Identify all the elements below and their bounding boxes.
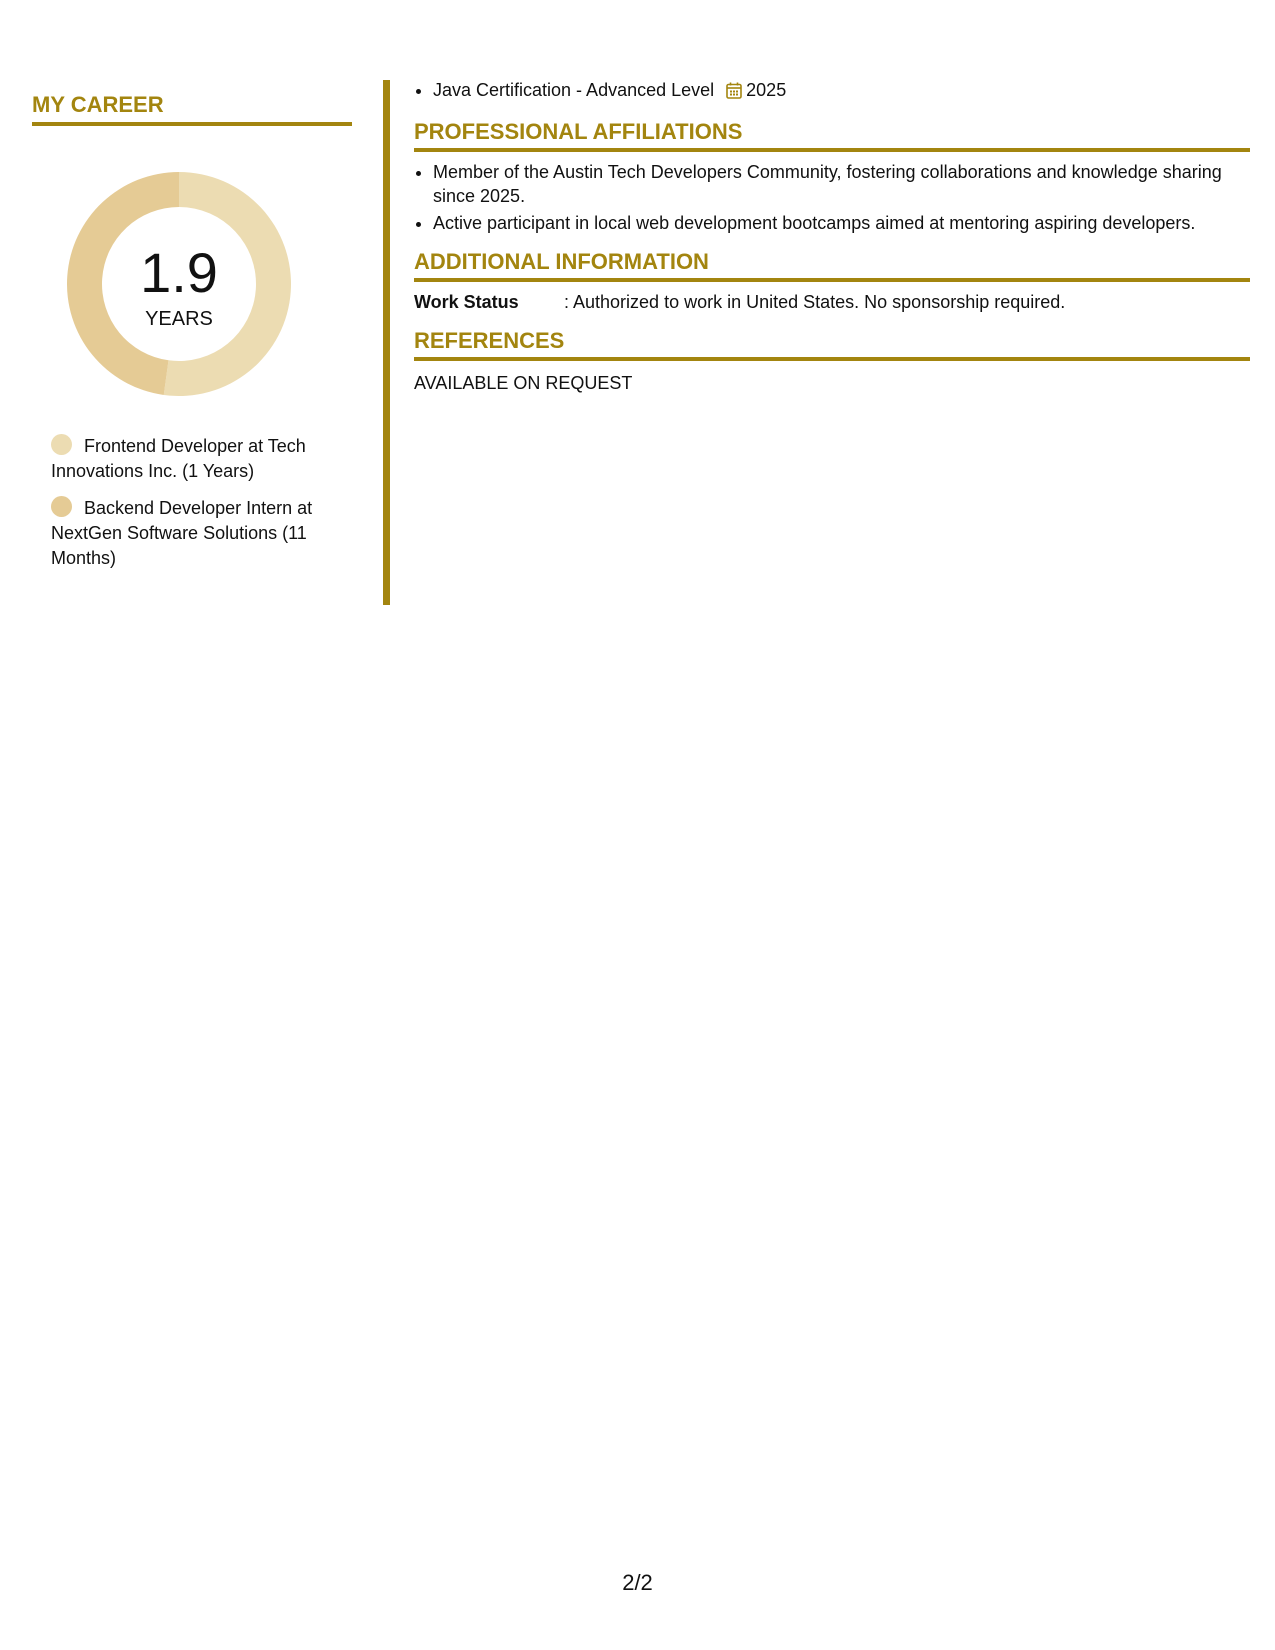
career-donut-chart <box>67 172 291 396</box>
list-item: • Active participant in local web development bootcamps aimed at mentoring aspiring developers. <box>433 211 1250 235</box>
work-status-row <box>414 290 1250 314</box>
references-heading: REFERENCES <box>414 328 1250 361</box>
career-legend <box>51 434 341 571</box>
certification-name: Java Certification - Advanced Level <box>433 80 715 100</box>
main-column <box>414 78 1250 395</box>
career-heading: MY CAREER <box>32 92 352 126</box>
work-status-value: : Authorized to work in United States. No sponsorship required. <box>564 292 1066 312</box>
calendar-icon <box>726 81 742 105</box>
legend-item <box>51 434 341 484</box>
certification-list <box>414 78 1250 105</box>
column-divider <box>383 80 390 605</box>
affiliations-list <box>414 160 1250 235</box>
legend-dot-icon <box>51 496 72 517</box>
affiliations-heading: PROFESSIONAL AFFILIATIONS <box>414 119 1250 152</box>
legend-dot-icon <box>51 434 72 455</box>
list-item <box>433 78 1250 105</box>
donut-total-value: 1.9 <box>140 241 218 304</box>
list-item: • Member of the Austin Tech Developers Community, fostering collaborations and knowledge sharing since 2025. <box>433 160 1250 208</box>
references-text: AVAILABLE ON REQUEST <box>414 373 633 393</box>
donut-center <box>67 172 291 396</box>
donut-unit-label: YEARS <box>145 308 213 330</box>
legend-label: Frontend Developer at Tech Innovations Inc. (1 Years) <box>51 436 306 481</box>
page-number: 2/2 <box>622 1570 653 1595</box>
legend-label: Backend Developer Intern at NextGen Software Solutions (11 Months) <box>51 498 313 568</box>
work-status-label: Work Status <box>414 292 519 312</box>
legend-item <box>51 496 341 571</box>
additional-info-heading: ADDITIONAL INFORMATION <box>414 249 1250 282</box>
certification-date: 2025 <box>746 80 787 100</box>
career-section <box>32 92 352 583</box>
